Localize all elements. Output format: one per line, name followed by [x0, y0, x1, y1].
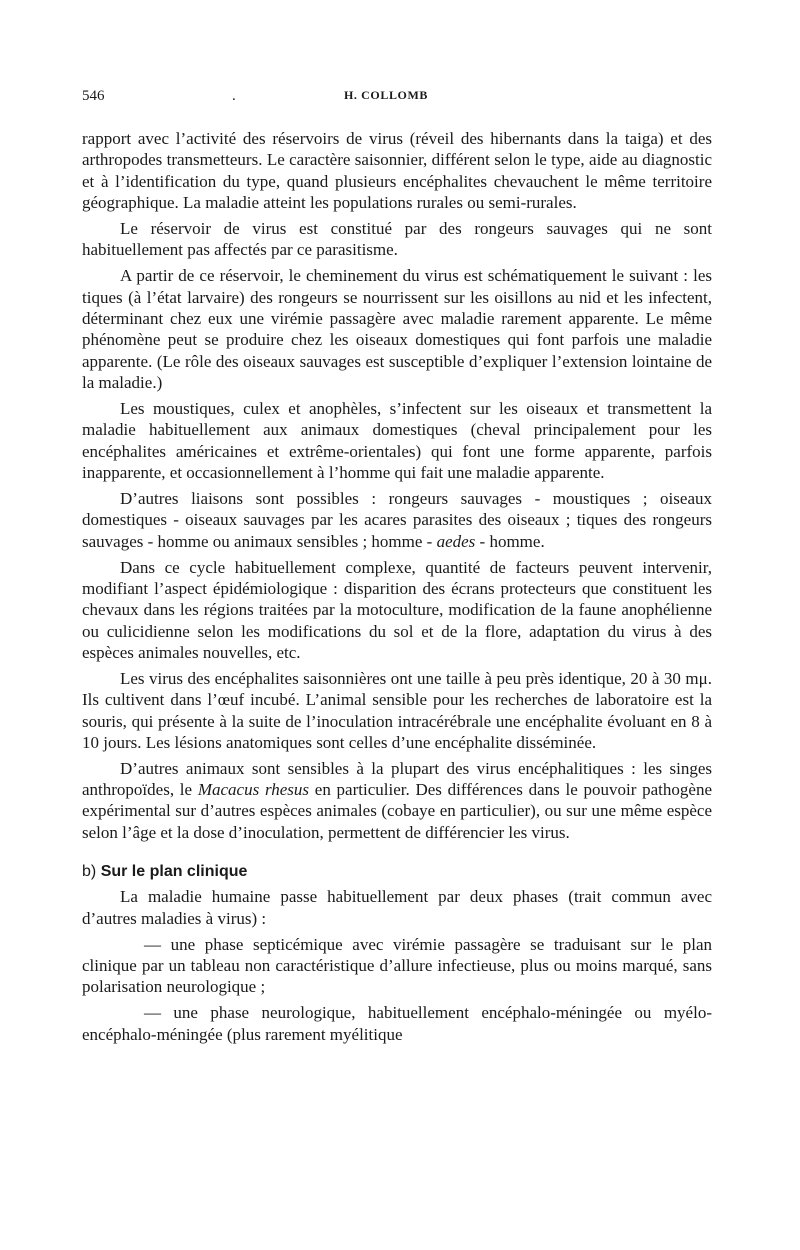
running-head-author: H. COLLOMB — [344, 88, 429, 102]
page-number: 546 — [82, 88, 105, 104]
paragraph-2: Le réservoir de virus est constitué par des rongeurs sauvages qui ne sont habituellement pas affectés par ce parasitisme. — [82, 218, 712, 260]
section-marker: b) — [82, 863, 97, 881]
paragraph-3: A partir de ce réservoir, le cheminement du virus est schématiquement le suivant : les tiques (à l’état larvaire) des rongeurs se nourrissent sur les oisillons au nid et les infectent, déterminant chez eux une virémie passagère avec maladie rarement apparente. Le même phénomène peut se produire chez les oiseaux domestiques qui font parfois une maladie apparente. (Le rôle des oiseaux sauvages est susceptible d’expliquer l’extension lointaine de la maladie.) — [82, 266, 712, 392]
paragraph-5-end: - homme. — [475, 531, 545, 551]
list-item-2: — une phase neurologique, habituellement encéphalo-méningée ou myélo-encéphalo-méningée (plus rarement myélitique — [82, 1003, 712, 1044]
section-title: Sur le plan clinique — [100, 863, 248, 881]
section-heading — [82, 861, 712, 882]
paragraph-8 — [82, 758, 712, 843]
running-head — [82, 88, 712, 110]
aedes-italic: aedes — [436, 531, 476, 551]
paragraph-6: Dans ce cycle habituellement complexe, quantité de facteurs peuvent intervenir, modifiant l’aspect épidémiologique : disparition des écrans protecteurs que constituent les chevaux dans les régions traitées par la motoculture, modification de la faune anophélienne ou culicidienne selon les modifications du sol et de la flore, adaptation du virus à des espèces animales nouvelles, etc. — [82, 557, 712, 662]
paragraph-9: La maladie humaine passe habituellement par deux phases (trait commun avec d’autres maladies à virus) : — [82, 887, 712, 928]
paragraph-1: rapport avec l’activité des réservoirs de virus (réveil des hibernants dans la taiga) et des arthropodes transmetteurs. Le caractère saisonnier, différent selon le type, aide au diagnostic et à l’identification du type, quand plusieurs encéphalites chevauchent le même territoire géographique. La maladie atteint les populations rurales ou semi-rurales. — [82, 129, 712, 212]
paragraph-5 — [82, 488, 712, 552]
paragraph-8-end: en particulier. Des différences dans le pouvoir pathogène expérimental sur d’autres espèces animales (cobaye en particulier), ou sur une même espèce selon l’âge et la dose d’inoculation, permettent de différencier les virus. — [82, 780, 712, 842]
list-item-1: — une phase septicémique avec virémie passagère se traduisant sur le plan clinique par un tableau non caractéristique d’allure infectieuse, plus ou moins marqué, sans polarisation neurologique ; — [82, 934, 712, 997]
paragraph-7: Les virus des encéphalites saisonnières ont une taille à peu près identique, 20 à 30 mμ. Ils cultivent dans l’œuf incubé. L’animal sensible pour les recherches de laboratoire est la souris, qui présente à la suite de l’inoculation intracérébrale une encéphalite évoluant en 8 à 10 jours. Les lésions anatomiques sont celles d’une encéphalite disséminée. — [82, 668, 712, 752]
paragraph-4: Les moustiques, culex et anophèles, s’infectent sur les oiseaux et transmettent la maladie habituellement aux animaux domestiques (cheval principalement pour les encéphalites américaines et extrême-orientales) qui font une forme apparente, parfois inapparente, et occasionnellement à l’homme qui fait une maladie apparente. — [82, 398, 712, 482]
header-dot: . — [232, 88, 236, 104]
paragraph-8-text: D’autres animaux sont sensibles à la plupart des virus encéphalitiques : les singes anthropoïdes, le — [82, 758, 712, 800]
macacus-italic: Macacus rhesus — [197, 780, 310, 800]
paragraph-5-text: D’autres liaisons sont possibles : rongeurs sauvages - moustiques ; oiseaux domestiques - oiseaux sauvages par les acares parasites des oiseaux ; tiques des rongeurs sauvages - homme ou animaux sensibles ; homme - — [82, 488, 712, 551]
body-text — [82, 128, 712, 1050]
